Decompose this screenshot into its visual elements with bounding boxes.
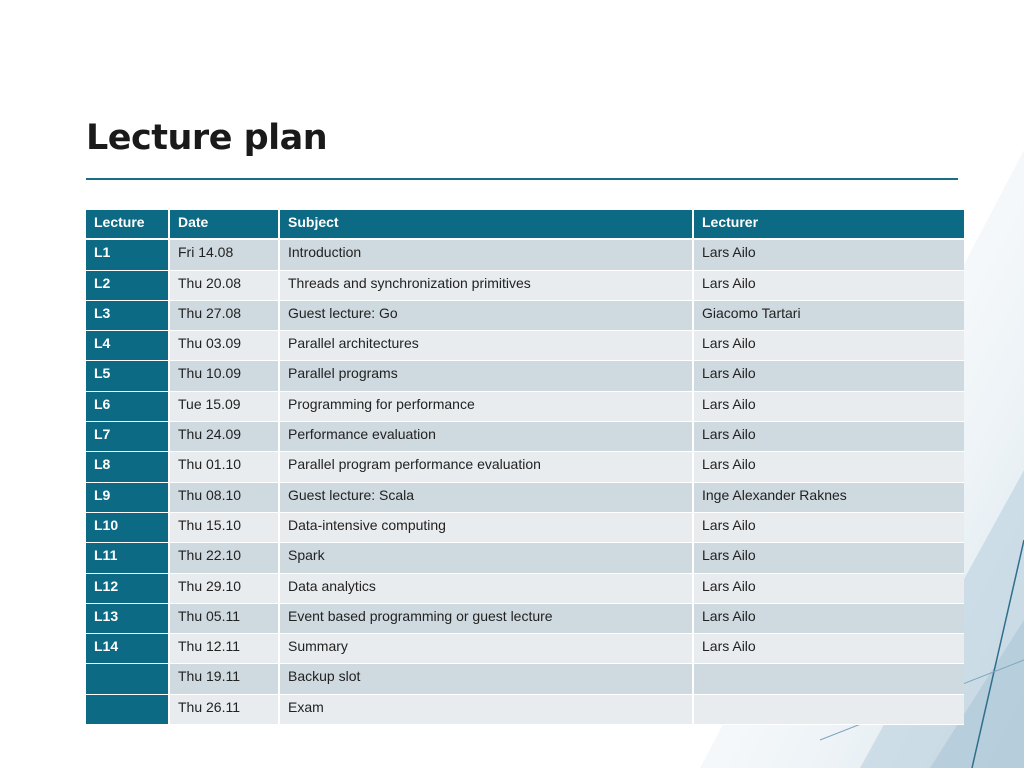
table-row (86, 483, 964, 513)
lecturer-cell: Lars Ailo (694, 513, 964, 543)
lecture-cell: L4 (86, 331, 170, 361)
lecturer-cell (694, 695, 964, 725)
lecturer-cell: Giacomo Tartari (694, 301, 964, 331)
header-date: Date (170, 210, 280, 240)
lecture-plan-table (86, 210, 964, 725)
table-row (86, 513, 964, 543)
lecture-cell: L8 (86, 452, 170, 482)
lecture-cell: L13 (86, 604, 170, 634)
date-cell: Thu 27.08 (170, 301, 280, 331)
header-lecture: Lecture (86, 210, 170, 240)
date-cell: Thu 26.11 (170, 695, 280, 725)
table-row (86, 422, 964, 452)
subject-cell: Guest lecture: Go (280, 301, 694, 331)
subject-cell: Parallel programs (280, 361, 694, 391)
lecture-cell: L2 (86, 271, 170, 301)
lecture-cell: L5 (86, 361, 170, 391)
date-cell: Thu 29.10 (170, 574, 280, 604)
subject-cell: Backup slot (280, 664, 694, 694)
subject-cell: Parallel architectures (280, 331, 694, 361)
header-lecturer: Lecturer (694, 210, 964, 240)
lecture-cell (86, 664, 170, 694)
table-header-row (86, 210, 964, 240)
lecture-cell: L3 (86, 301, 170, 331)
lecturer-cell: Lars Ailo (694, 634, 964, 664)
header-subject: Subject (280, 210, 694, 240)
lecture-cell: L1 (86, 240, 170, 270)
subject-cell: Data-intensive computing (280, 513, 694, 543)
subject-cell: Introduction (280, 240, 694, 270)
lecturer-cell: Lars Ailo (694, 543, 964, 573)
lecture-cell: L14 (86, 634, 170, 664)
subject-cell: Performance evaluation (280, 422, 694, 452)
page-title: Lecture plan (86, 118, 328, 158)
date-cell: Thu 12.11 (170, 634, 280, 664)
date-cell: Thu 10.09 (170, 361, 280, 391)
subject-cell: Spark (280, 543, 694, 573)
table-row (86, 301, 964, 331)
subject-cell: Exam (280, 695, 694, 725)
lecturer-cell: Lars Ailo (694, 271, 964, 301)
table-row (86, 331, 964, 361)
table-row (86, 361, 964, 391)
table-row (86, 574, 964, 604)
lecturer-cell: Lars Ailo (694, 422, 964, 452)
table-row (86, 695, 964, 725)
date-cell: Fri 14.08 (170, 240, 280, 270)
date-cell: Thu 15.10 (170, 513, 280, 543)
lecture-cell: L7 (86, 422, 170, 452)
date-cell: Thu 05.11 (170, 604, 280, 634)
lecture-cell: L12 (86, 574, 170, 604)
lecturer-cell: Inge Alexander Raknes (694, 483, 964, 513)
table-row (86, 604, 964, 634)
lecture-cell: L6 (86, 392, 170, 422)
lecturer-cell: Lars Ailo (694, 361, 964, 391)
lecturer-cell (694, 664, 964, 694)
lecturer-cell: Lars Ailo (694, 604, 964, 634)
subject-cell: Summary (280, 634, 694, 664)
table-row (86, 664, 964, 694)
subject-cell: Parallel program performance evaluation (280, 452, 694, 482)
table-row (86, 452, 964, 482)
table-row (86, 543, 964, 573)
table-row (86, 634, 964, 664)
date-cell: Tue 15.09 (170, 392, 280, 422)
lecture-cell: L10 (86, 513, 170, 543)
date-cell: Thu 22.10 (170, 543, 280, 573)
table-row (86, 392, 964, 422)
lecture-cell: L11 (86, 543, 170, 573)
lecturer-cell: Lars Ailo (694, 574, 964, 604)
subject-cell: Threads and synchronization primitives (280, 271, 694, 301)
lecturer-cell: Lars Ailo (694, 392, 964, 422)
subject-cell: Event based programming or guest lecture (280, 604, 694, 634)
subject-cell: Data analytics (280, 574, 694, 604)
lecture-cell: L9 (86, 483, 170, 513)
date-cell: Thu 19.11 (170, 664, 280, 694)
lecturer-cell: Lars Ailo (694, 240, 964, 270)
subject-cell: Programming for performance (280, 392, 694, 422)
subject-cell: Guest lecture: Scala (280, 483, 694, 513)
date-cell: Thu 08.10 (170, 483, 280, 513)
date-cell: Thu 01.10 (170, 452, 280, 482)
lecturer-cell: Lars Ailo (694, 331, 964, 361)
date-cell: Thu 24.09 (170, 422, 280, 452)
lecture-cell (86, 695, 170, 725)
date-cell: Thu 20.08 (170, 271, 280, 301)
date-cell: Thu 03.09 (170, 331, 280, 361)
lecturer-cell: Lars Ailo (694, 452, 964, 482)
table-row (86, 240, 964, 270)
table-row (86, 271, 964, 301)
title-divider (86, 178, 958, 180)
